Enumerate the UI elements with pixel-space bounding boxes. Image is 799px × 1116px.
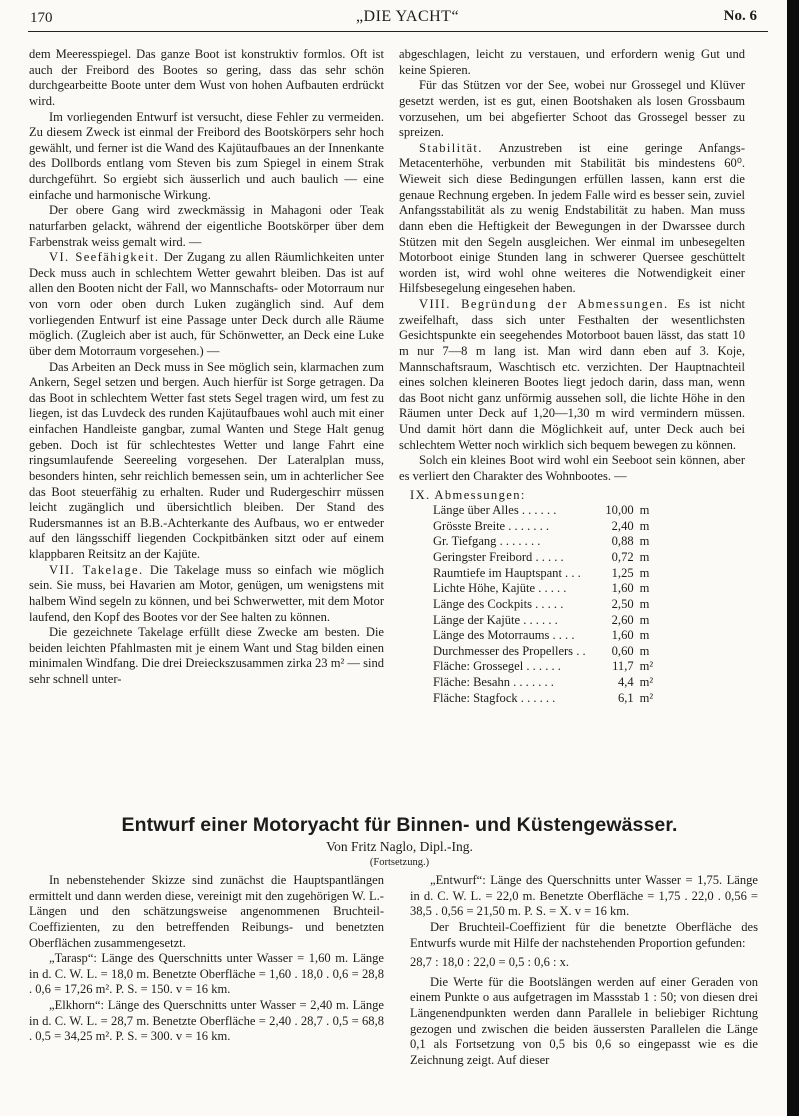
paragraph	[399, 141, 745, 297]
dimension-value: 1,60	[611, 628, 634, 643]
dimension-label: Geringster Freibord . . . . .	[433, 550, 564, 564]
dimension-unit: m	[639, 596, 650, 611]
page-number: 170	[30, 10, 53, 26]
paragraph	[29, 998, 384, 1045]
dimension-row	[433, 534, 670, 550]
dimension-label: Fläche: Stagfock . . . . . .	[433, 690, 556, 705]
paragraph	[399, 78, 745, 141]
dimension-label: Gr. Tiefgang . . . . . . .	[433, 534, 541, 549]
article-left-column	[29, 873, 384, 1045]
paragraph	[29, 563, 384, 626]
paragraph	[29, 625, 384, 688]
paragraph-text: Es ist nicht zweifelhaft, dass sich unter Festhalten der wesentlichsten Gesichtspunkte ein seegehendes Motorboot bauen lässt, das statt 10 m nur 7—8 m lang ist. Man wird dann eben auf 3. Koje, Mannschaftsraum, Waschtisch etc. verzichten. Der Hauptnachteil eines solchen kleineren Bootes liegt jedoch darin, dass man, wenn das Boot nicht ganz unförmig aussehen soll, die lichte Höhe in den Räumen unter Deck auf 1,20—1,30 m wird vermindern müssen. Und damit hört dann die Möglichkeit auf, unter Deck auch bei schlechtem Wetter noch wirklich sich bequem bewegen zu können.	[399, 297, 745, 452]
paragraph-text: Die Werte für die Bootslängen werden auf einer Geraden von einem Punkte o aus aufgetragen im Massstab 1 : 50; von diesen drei Längenendpunkten werden dann Parallele in beliebiger Richtung gezogen und zwischen die beiden äussersten Parallelen die Länge 0,1 als Fortsetzung von 0,5 bis 0,6 so eingepasst wie es die Zeichnung zeigt. Auf dieser	[410, 974, 758, 1067]
dimension-unit: m	[639, 581, 650, 596]
paragraph-text: Der obere Gang wird zweckmässig in Mahagoni oder Teak naturfarben gelackt, während der eigentliche Bootskörper über dem Farbenstrak weiss gemalt wird. —	[29, 203, 384, 249]
dimension-value: 2,40	[611, 518, 634, 533]
issue-number: No. 6	[723, 8, 757, 24]
dimension-unit: m	[639, 503, 650, 518]
dimension-row	[433, 613, 670, 629]
dimension-unit: m	[639, 550, 650, 564]
paragraph	[29, 203, 384, 250]
dimension-unit: m	[639, 643, 650, 658]
dimension-row	[433, 566, 670, 582]
dimension-unit: m²	[639, 675, 654, 689]
paragraph	[29, 110, 384, 204]
dimension-row	[433, 597, 670, 613]
paragraph	[410, 873, 758, 920]
dimension-unit: m	[639, 628, 650, 643]
section-heading: Stabilität.	[419, 140, 483, 155]
dimension-label: Fläche: Besahn . . . . . . .	[433, 675, 554, 689]
dimension-label: Länge des Motorraums . . . .	[433, 628, 575, 643]
dimensions-heading: IX. Abmessungen:	[410, 487, 526, 502]
paragraph-text: „Tarasp“: Länge des Querschnitts unter Wasser = 1,60 m. Länge in d. C. W. L. = 18,0 m. Benetzte Oberfläche = 1,60 . 18,0 . 0,6 = 28,8 . 0,6 = 17,26 m². P. S. = 150. v = 16 km.	[29, 951, 384, 997]
dimension-value: 10,00	[605, 503, 634, 518]
dimension-value: 1,60	[611, 581, 634, 596]
paragraph	[29, 873, 384, 951]
section-heading: VI. Seefähigkeit.	[49, 250, 160, 265]
dimension-value: 6,1	[617, 690, 634, 705]
dimension-row	[433, 691, 670, 707]
dimension-label: Durchmesser des Propellers . .	[433, 643, 586, 658]
scan-edge	[787, 0, 799, 1116]
paragraph-text: 28,7 : 18,0 : 22,0 = 0,5 : 0,6 : x.	[410, 955, 570, 970]
dimension-label: Länge des Cockpits . . . . .	[433, 596, 564, 611]
dimension-label: Grösste Breite . . . . . . .	[433, 518, 550, 533]
dimension-label: Fläche: Grossegel . . . . . .	[433, 659, 561, 674]
paragraph	[29, 250, 384, 359]
section-heading: VII. Takelage.	[49, 562, 144, 577]
dimension-unit: m²	[639, 659, 654, 674]
dimension-value: 4,4	[617, 675, 634, 689]
paragraph	[410, 920, 758, 951]
paragraph-text: Anzustreben ist eine geringe Anfangs-Metacenterhöhe, verbunden mit Stabilität bis mindestens 60⁰. Wieweit sich diese Bedingungen erfüllen lassen, kann erst die genaue Rechnung ergeben. In jedem Falle wird es besser sein, zuviel Anfangsstabilität als zu wenig Endstabilität zu haben. Man muss dann eben die Heftigkeit der Bewegungen in der Dwarssee durch Stützen mit den Segeln ausgleichen. Wer einmal im unbesegelten Motorboot einige Stunden lang in schwerer Quersee geschüttelt worden ist, wird wohl ohne weiteres die Notwendigkeit einer Hilfsbesegelung eingesehen haben.	[399, 140, 745, 296]
dimension-row	[433, 659, 670, 675]
dimension-value: 0,88	[611, 534, 634, 549]
dimension-row	[433, 644, 670, 660]
dimension-value: 11,7	[612, 659, 634, 674]
paragraph	[399, 453, 745, 484]
dimension-row	[433, 519, 670, 535]
paragraph	[410, 955, 758, 971]
dimension-row	[433, 503, 670, 519]
dimension-value: 0,60	[611, 643, 634, 658]
paragraph-text: Für das Stützen vor der See, wobei nur Grossegel und Klüver gesetzt werden, ist es gut, einen Bootshaken als losen Grossbaum vorzusehen, um bei abgefierter Schoot das Grossegel besser zu spreizen.	[399, 78, 745, 140]
paragraph	[410, 975, 758, 1069]
dimension-label: Länge der Kajüte . . . . . .	[433, 612, 558, 627]
dimension-row	[433, 581, 670, 597]
dimension-unit: m	[639, 565, 650, 580]
paragraph-text: In nebenstehender Skizze sind zunächst die Hauptspantlängen ermittelt und dann werden diese, vereinigt mit den zugehörigen W. L.-Längen und den schätzungsweise angenommenen Bruchteil-Coeffizienten, zu den betreffenden Reibungs- und benetzten Oberflächen zusammengesetzt.	[29, 873, 384, 950]
dimension-unit: m²	[639, 690, 654, 705]
paragraph-text: Die gezeichnete Takelage erfüllt diese Zwecke am besten. Die beiden leichten Pfahlmasten mit je einem Want und Stag bilden einen minimalen Windfang. Die drei Dreieckszusammen zirka 23 m² — sind sehr schnell unter-	[29, 625, 384, 686]
dimension-unit: m	[639, 518, 650, 533]
dimension-value: 0,72	[611, 550, 634, 564]
paragraph-text: Der Zugang zu allen Räumlichkeiten unter Deck muss auch in schlechtem Wetter gewahrt bleiben. Das ist auf allen den Booten nicht der Fall, wo Mannschafts- oder Motorraum nur von vorn oder oben durch Luken zugänglich sind. Auf dem vorliegenden Entwurf ist eine Passage unter Deck durch alle Räume möglich. (Zugleich aber ist auch, für Schönwetter, an Deck eine Luke über dem Motorraum vorgesehen.) —	[29, 250, 384, 358]
article-continuation-note: (Fortsetzung.)	[369, 857, 430, 868]
paragraph-text: Die Takelage muss so einfach wie möglich sein. Sie muss, bei Havarien am Motor, genügen, um wenigstens mit halbem Wind segeln zu können, und bei Schwerwetter, mit dem Motor laufend, den Kopf des Bootes vor der See halten zu können.	[29, 562, 384, 624]
dimension-value: 1,25	[611, 565, 634, 580]
right-column-paragraphs	[399, 47, 745, 485]
paragraph-text: Der Bruchteil-Coeffizient für die benetzte Oberfläche des Entwurfs wurde mit Hilfe der nachstehenden Proportion gefunden:	[410, 919, 758, 950]
dimensions-section	[399, 488, 745, 707]
dimensions-table	[433, 503, 670, 706]
dimension-unit: m	[639, 534, 650, 549]
paragraph-text: dem Meeresspiegel. Das ganze Boot ist konstruktiv formlos. Oft ist auch der Freibord des Bootes so gering, dass das sehr schön durchgearbeitte Boote unter dem Wust von hohen Aufbauten erdrückt wird.	[29, 47, 384, 108]
article-author: Von Fritz Naglo, Dipl.-Ing.	[326, 839, 473, 854]
paragraph	[399, 47, 745, 78]
paragraph-text: „Elkhorn“: Länge des Querschnitts unter Wasser = 2,40 m. Länge in d. C. W. L. = 28,7 m. Benetzte Oberfläche = 2,40 . 28,7 . 0,5 = 68,8 . 0,5 = 34,25 m². P. S. = 300. v = 16 km.	[29, 998, 384, 1044]
dimension-row	[433, 628, 670, 644]
dimension-row	[433, 675, 670, 691]
paragraph	[29, 360, 384, 563]
header-rule	[28, 31, 768, 32]
dimension-label: Raumtiefe im Hauptspant . . .	[433, 565, 581, 580]
paragraph	[29, 47, 384, 110]
dimension-row	[433, 550, 670, 566]
paragraph-text: Solch ein kleines Boot wird wohl ein Seeboot sein können, aber es verliert den Charakter des Wohnbootes. —	[399, 453, 745, 483]
paragraph-text: Das Arbeiten an Deck muss in See möglich sein, klarmachen zum Ankern, Segel setzen und bergen. Auch hierfür ist Sorge getragen. Da das Boot in schlechtem Wetter fast stets Segel tragen wird, um fest zu liegen, ist das Luvdeck des runden Kajütaufbaues wohl auch mit einer einfachen Handleiste gangbar, zumal Wanten und Stege Halt genug geben. Doch ist für schlechtestes Wetter und lange Fahrt eine ringsumlaufende Seereeling vorgesehen. Der Lateralplan muss, besonders hinten, sehr reichlich bemessen sein, um in achterlicher See das Boot steuerfähig zu erhalten. Ruder und Rudergeschirr müssen leicht zugänglich und übersichtlich bleiben. Der Stand des Rudersmannes ist an B.B.-Achterkante des Aufbaus, wo er entweder auf den längsschiff liegenden Cockpitbänken sitzt oder auf einem klappbaren Reitsitz an der Kajüte.	[29, 359, 384, 561]
dimension-value: 2,60	[611, 612, 634, 627]
paragraph-text: Im vorliegenden Entwurf ist versucht, diese Fehler zu vermeiden. Zu diesem Zweck ist einmal der Freibord des Bootskörpers sehr hoch gewählt, und ferner ist die Wand des Kajütaufbaues an der Innenkante des Dollbords entlang vom Steven bis zum Spiegel in einem Strak durchgeführt. So ergiebt sich äusserlich und auch baulich — eine einfache und harmonische Wirkung.	[29, 109, 384, 202]
paragraph-text: abgeschlagen, leicht zu verstauen, und erfordern wenig Gut und keine Spieren.	[399, 47, 745, 77]
paragraph	[399, 297, 745, 453]
section-heading: VIII. Begründung der Abmessungen.	[419, 297, 669, 311]
dimension-label: Länge über Alles . . . . . .	[433, 503, 557, 518]
dimension-value: 2,50	[611, 596, 634, 611]
right-column-top	[399, 47, 745, 706]
paragraph-text: „Entwurf“: Länge des Querschnitts unter Wasser = 1,75. Länge in d. C. W. L. = 22,0 m. Benetzte Oberfläche = 1,75 . 22,0 . 0,56 = 38,5 . 0,56 = 21,50 m. P. S. = X. v = 16 km.	[410, 873, 758, 919]
left-column-top	[29, 47, 384, 688]
journal-title: „DIE YACHT“	[355, 8, 460, 25]
article-title: Entwurf einer Motoryacht für Binnen- und Küstengewässer.	[121, 814, 678, 836]
paragraph	[29, 951, 384, 998]
running-header	[30, 6, 785, 30]
dimension-label: Lichte Höhe, Kajüte . . . . .	[433, 581, 567, 596]
dimension-unit: m	[639, 612, 650, 627]
article-right-column	[410, 873, 758, 1069]
